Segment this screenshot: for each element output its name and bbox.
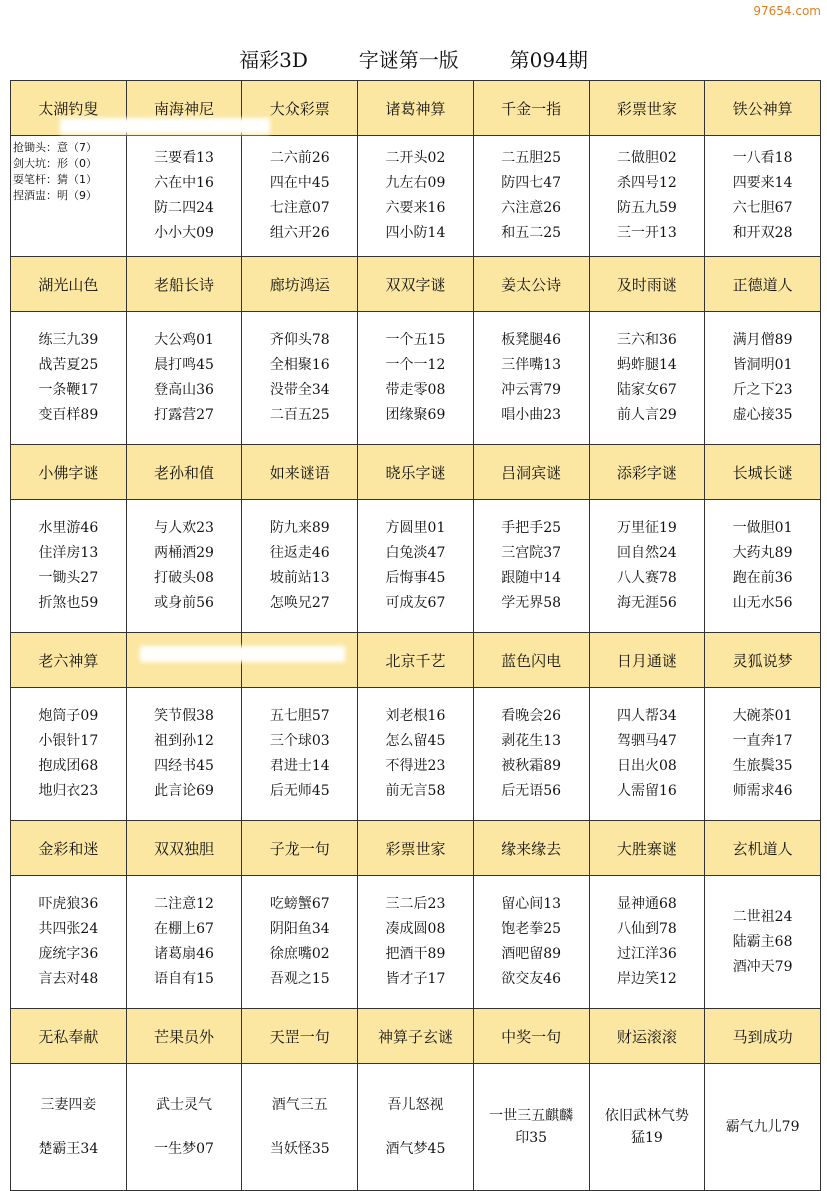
column-header: 千金一指: [473, 81, 589, 136]
header-row: [11, 821, 821, 876]
puzzle-line: 防九来89: [269, 520, 330, 536]
puzzle-line: 抱成团68: [38, 758, 99, 774]
puzzle-cell: [705, 312, 821, 445]
puzzle-line: 一锄头27: [38, 570, 99, 586]
puzzle-line: 庞统字36: [38, 946, 99, 962]
puzzle-line: 酒吧留89: [501, 946, 562, 962]
puzzle-line: 三妻四妾: [40, 1097, 97, 1113]
puzzle-line: 战苦夏25: [38, 357, 99, 373]
column-header: 正德道人: [705, 257, 821, 312]
column-header: 姜太公诗: [473, 257, 589, 312]
puzzle-line: 三二后23: [385, 896, 446, 912]
site-watermark: 97654.com: [753, 4, 821, 18]
column-header: 双双独胆: [126, 821, 242, 876]
column-header: 彩票世家: [358, 821, 474, 876]
puzzle-line: [127, 1116, 242, 1138]
puzzle-line: 言去对48: [38, 971, 99, 987]
puzzle-cell: [589, 500, 705, 633]
puzzle-line: 练三九39: [38, 332, 99, 348]
puzzle-line: 日出火08: [616, 758, 677, 774]
column-header: 蓝色闪电: [473, 633, 589, 688]
header-row: [11, 633, 821, 688]
column-header: 晓乐字谜: [358, 445, 474, 500]
puzzle-cell: [126, 876, 242, 1009]
puzzle-line: 皆才子17: [385, 971, 446, 987]
puzzle-line: 不得进23: [385, 758, 446, 774]
puzzle-line: 剥花生13: [501, 733, 562, 749]
column-header: 无私奉献: [11, 1009, 127, 1064]
puzzle-line: 后悔事45: [385, 570, 446, 586]
puzzle-cell: [242, 688, 358, 821]
puzzle-line: 抢锄头：意（7）: [13, 141, 97, 154]
puzzle-line: 斤之下23: [732, 382, 793, 398]
puzzle-line: 四小防14: [385, 225, 446, 241]
puzzle-line: 手把手25: [501, 520, 562, 536]
puzzle-line: 满月僧89: [732, 332, 793, 348]
puzzle-line: 虚心接35: [732, 407, 793, 423]
puzzle-line: 三六和36: [616, 332, 677, 348]
puzzle-line: 三要看13: [154, 150, 214, 166]
puzzle-line: 前人言29: [616, 407, 677, 423]
puzzle-line: 师需求46: [732, 783, 793, 799]
smudge-2: [140, 646, 345, 662]
puzzle-line: 把酒干89: [385, 946, 446, 962]
puzzle-line: 与人欢23: [154, 520, 214, 536]
puzzle-cell: [358, 312, 474, 445]
puzzle-line: 酒气梦45: [385, 1141, 446, 1157]
puzzle-line: 被秋霜89: [501, 758, 562, 774]
puzzle-line: 显神通68: [616, 896, 677, 912]
puzzle-line: 诸葛扇46: [154, 946, 214, 962]
puzzle-line: 大公鸡01: [154, 332, 214, 348]
puzzle-cell: [358, 136, 474, 257]
puzzle-line: 二注意12: [154, 896, 214, 912]
puzzle-line: 带走零08: [385, 382, 446, 398]
smudge-1: [60, 118, 270, 134]
puzzle-line: 祖到孙12: [154, 733, 214, 749]
column-header: 太湖钓叟: [11, 81, 127, 136]
puzzle-line: 一生梦07: [154, 1141, 214, 1157]
puzzle-cell: [589, 1064, 705, 1191]
puzzle-line: 酒气三五: [271, 1097, 328, 1113]
puzzle-cell: [126, 1064, 242, 1191]
puzzle-cell: [473, 1064, 589, 1191]
puzzle-cell: [358, 1064, 474, 1191]
puzzle-line: 六要来16: [385, 200, 446, 216]
puzzle-line: 吾儿怒视: [387, 1097, 444, 1113]
puzzle-line: 四经书45: [154, 758, 214, 774]
puzzle-line: 耍笔杆：猜（1）: [13, 173, 97, 186]
puzzle-line: 二六前26: [269, 150, 330, 166]
header-row: [11, 1009, 821, 1064]
puzzle-line: 七注意07: [269, 200, 330, 216]
puzzle-line: 一个一12: [385, 357, 446, 373]
puzzle-cell: [705, 688, 821, 821]
puzzle-line: 住洋房13: [38, 545, 99, 561]
puzzle-line: 三宫院37: [501, 545, 562, 561]
puzzle-line: 冲云霄79: [501, 382, 562, 398]
puzzle-cell: [705, 876, 821, 1009]
puzzle-cell: [358, 500, 474, 633]
puzzle-cell: [358, 876, 474, 1009]
puzzle-line: 一条鞭17: [38, 382, 99, 398]
column-header: 大胜寨谜: [589, 821, 705, 876]
puzzle-line: 小小大09: [154, 225, 214, 241]
puzzle-cell: [11, 136, 127, 257]
puzzle-cell: [242, 1064, 358, 1191]
puzzle-line: 打破头08: [154, 570, 214, 586]
puzzle-line: 猛19: [630, 1130, 663, 1146]
column-header: 添彩字谜: [589, 445, 705, 500]
column-header: 大众彩票: [242, 81, 358, 136]
puzzle-line: 人需留16: [616, 783, 677, 799]
puzzle-line: 山无水56: [732, 595, 793, 611]
content-row: [11, 500, 821, 633]
puzzle-line: 看晚会26: [501, 708, 562, 724]
puzzle-line: 小银针17: [38, 733, 99, 749]
column-header: 老孙和值: [126, 445, 242, 500]
puzzle-cell: [473, 136, 589, 257]
puzzle-cell: [589, 876, 705, 1009]
column-header: 老船长诗: [126, 257, 242, 312]
puzzle-line: 地归衣23: [38, 783, 99, 799]
puzzle-line: [358, 1116, 473, 1138]
puzzle-line: [11, 1116, 126, 1138]
puzzle-cell: [242, 500, 358, 633]
puzzle-line: 九左右09: [385, 175, 446, 191]
column-header: 北京千艺: [358, 633, 474, 688]
puzzle-line: 剑大坑：形（0）: [13, 157, 97, 170]
puzzle-line: 二五胆25: [501, 150, 562, 166]
puzzle-cell: [473, 876, 589, 1009]
column-header: 日月通谜: [589, 633, 705, 688]
content-row: [11, 312, 821, 445]
column-header: 神算子玄谜: [358, 1009, 474, 1064]
puzzle-line: 后无师45: [269, 783, 330, 799]
puzzle-line: 板凳腿46: [501, 332, 562, 348]
puzzle-line: 一做胆01: [732, 520, 793, 536]
puzzle-line: 印35: [515, 1130, 548, 1146]
puzzle-line: 齐仰头78: [269, 332, 330, 348]
puzzle-line: 大碗茶01: [732, 708, 793, 724]
puzzle-line: 登高山36: [154, 382, 214, 398]
puzzle-line: 往返走46: [269, 545, 330, 561]
puzzle-line: 一世三五麒麟: [489, 1108, 574, 1124]
column-header: 如来谜语: [242, 445, 358, 500]
puzzle-line: 岸边笑12: [616, 971, 677, 987]
column-header: 中奖一句: [473, 1009, 589, 1064]
column-header: 财运滚滚: [589, 1009, 705, 1064]
puzzle-line: 吓虎狼36: [38, 896, 99, 912]
puzzle-line: 大药丸89: [732, 545, 793, 561]
puzzle-line: 吃螃蟹67: [269, 896, 330, 912]
puzzle-line: 语自有15: [154, 971, 214, 987]
puzzle-line: 八仙到78: [616, 921, 677, 937]
column-header: 南海神尼: [126, 81, 242, 136]
puzzle-line: 留心间13: [501, 896, 562, 912]
puzzle-line: 跑在前36: [732, 570, 793, 586]
column-header: 小佛字谜: [11, 445, 127, 500]
header-row: [11, 257, 821, 312]
puzzle-line: 或身前56: [154, 595, 214, 611]
column-header: 缘来缘去: [473, 821, 589, 876]
puzzle-cell: [473, 312, 589, 445]
column-header: 吕洞宾谜: [473, 445, 589, 500]
puzzle-line: 一八看18: [732, 150, 793, 166]
puzzle-line: 霸气九儿79: [725, 1119, 800, 1135]
puzzle-cell: [473, 500, 589, 633]
column-header: 灵狐说梦: [705, 633, 821, 688]
puzzle-line: 六七胆67: [732, 200, 793, 216]
puzzle-cell: [242, 312, 358, 445]
puzzle-line: 此言论69: [154, 783, 214, 799]
column-header: 廊坊鸿运: [242, 257, 358, 312]
puzzle-line: 唱小曲23: [501, 407, 562, 423]
puzzle-line: 刘老根16: [385, 708, 446, 724]
content-row: [11, 688, 821, 821]
column-header: 及时雨谜: [589, 257, 705, 312]
puzzle-line: 防五九59: [616, 200, 677, 216]
puzzle-line: 组六开26: [269, 225, 330, 241]
puzzle-line: 防四七47: [501, 175, 562, 191]
puzzle-line: 万里征19: [616, 520, 677, 536]
puzzle-cell: [705, 1064, 821, 1191]
puzzle-table: [10, 80, 821, 1191]
puzzle-line: 依旧武林气势: [604, 1108, 689, 1124]
column-header: 天罡一句: [242, 1009, 358, 1064]
puzzle-line: 楚霸王34: [38, 1141, 99, 1157]
puzzle-line: 二世祖24: [732, 908, 793, 925]
puzzle-cell: [11, 1064, 127, 1191]
puzzle-line: 跟随中14: [501, 570, 562, 586]
puzzle-line: 捏酒盅：明（9）: [13, 189, 97, 202]
column-header: 金彩和迷: [11, 821, 127, 876]
puzzle-line: 回自然24: [616, 545, 677, 561]
puzzle-cell: [126, 136, 242, 257]
puzzle-line: 二百五25: [269, 407, 330, 423]
column-header: 诸葛神算: [358, 81, 474, 136]
puzzle-line: 四人帮34: [616, 708, 677, 724]
puzzle-line: 和开双28: [732, 225, 793, 241]
puzzle-line: 折煞也59: [38, 595, 99, 611]
puzzle-line: 一个五15: [385, 332, 446, 348]
puzzle-cell: [705, 500, 821, 633]
puzzle-line: 当妖怪35: [269, 1141, 330, 1157]
puzzle-cell: [358, 688, 474, 821]
puzzle-cell: [11, 312, 127, 445]
puzzle-cell: [126, 312, 242, 445]
puzzle-line: 生旅鬓35: [732, 758, 793, 774]
puzzle-line: 三一开13: [616, 225, 677, 241]
puzzle-cell: [242, 876, 358, 1009]
puzzle-line: 四在中45: [269, 175, 330, 191]
column-header: 老六神算: [11, 633, 127, 688]
puzzle-line: 吾观之15: [269, 971, 330, 987]
content-row: [11, 136, 821, 257]
puzzle-line: 二做胆02: [616, 150, 677, 166]
puzzle-cell: [473, 688, 589, 821]
puzzle-line: 三伴嘴13: [501, 357, 562, 373]
puzzle-line: 饱老拳25: [501, 921, 562, 937]
column-header: 玄机道人: [705, 821, 821, 876]
puzzle-line: 水里游46: [38, 520, 99, 536]
puzzle-line: 方圆里01: [385, 520, 446, 536]
puzzle-line: 学无界58: [501, 595, 562, 611]
puzzle-line: 杀四号12: [616, 175, 677, 191]
puzzle-cell: [11, 876, 127, 1009]
puzzle-cell: [126, 688, 242, 821]
puzzle-line: 五七胆57: [269, 708, 330, 724]
puzzle-line: 蚂蚱腿14: [616, 357, 677, 373]
puzzle-line: 陆霸主68: [732, 933, 793, 950]
puzzle-line: 二开头02: [385, 150, 446, 166]
puzzle-line: 六在中16: [154, 175, 214, 191]
column-header: 长城长谜: [705, 445, 821, 500]
puzzle-line: 六注意26: [501, 200, 562, 216]
puzzle-line: 皆洞明01: [732, 357, 793, 373]
puzzle-line: 全相聚16: [269, 357, 330, 373]
puzzle-line: 凑成圆08: [385, 921, 446, 937]
column-header: 湖光山色: [11, 257, 127, 312]
puzzle-line: 在棚上67: [154, 921, 214, 937]
puzzle-cell: [589, 136, 705, 257]
puzzle-cell: [11, 688, 127, 821]
puzzle-line: 武士灵气: [156, 1097, 213, 1113]
puzzle-line: 团缘聚69: [385, 407, 446, 423]
puzzle-line: 共四张24: [38, 921, 99, 937]
puzzle-line: 没带全34: [269, 382, 330, 398]
puzzle-cell: [11, 500, 127, 633]
puzzle-line: 徐庶嘴02: [269, 946, 330, 962]
puzzle-cell: [705, 136, 821, 257]
puzzle-line: 后无语56: [501, 783, 562, 799]
column-header: 铁公神算: [705, 81, 821, 136]
puzzle-cell: [589, 688, 705, 821]
column-header: 芒果员外: [126, 1009, 242, 1064]
puzzle-line: 阴阳鱼34: [269, 921, 330, 937]
puzzle-line: 酒冲天79: [732, 958, 793, 975]
puzzle-line: 怎么留45: [385, 733, 446, 749]
puzzle-line: 八人赛78: [616, 570, 677, 586]
puzzle-line: 海无涯56: [616, 595, 677, 611]
puzzle-line: 四要来14: [732, 175, 793, 191]
puzzle-line: 坡前站13: [269, 570, 330, 586]
column-header: 双双字谜: [358, 257, 474, 312]
puzzle-line: 一直奔17: [732, 733, 793, 749]
puzzle-line: 前无言58: [385, 783, 446, 799]
header-row: [11, 445, 821, 500]
puzzle-line: 过江洋36: [616, 946, 677, 962]
puzzle-line: 可成友67: [385, 595, 446, 611]
puzzle-line: 变百样89: [38, 407, 99, 423]
page-title: 福彩3D 字谜第一版 第094期: [239, 48, 588, 72]
puzzle-line: 打露营27: [154, 407, 214, 423]
puzzle-line: 炮筒子09: [38, 708, 99, 724]
puzzle-line: 和五二25: [501, 225, 562, 241]
puzzle-line: 驾驷马47: [616, 733, 677, 749]
content-row: [11, 876, 821, 1009]
puzzle-line: 怎唤兄27: [269, 595, 330, 611]
puzzle-line: 防二四24: [154, 200, 214, 216]
column-header: 马到成功: [705, 1009, 821, 1064]
puzzle-line: 陆家女67: [616, 382, 677, 398]
puzzle-line: 君进士14: [269, 758, 330, 774]
column-header: 子龙一句: [242, 821, 358, 876]
puzzle-cell: [589, 312, 705, 445]
puzzle-line: 白兔淡47: [385, 545, 446, 561]
puzzle-line: 三个球03: [269, 733, 330, 749]
content-row: [11, 1064, 821, 1191]
puzzle-cell: [242, 136, 358, 257]
puzzle-cell: [126, 500, 242, 633]
puzzle-line: 晨打鸣45: [154, 357, 214, 373]
column-header: 彩票世家: [589, 81, 705, 136]
puzzle-line: 两桶酒29: [154, 545, 214, 561]
puzzle-line: [242, 1116, 357, 1138]
puzzle-line: 欲交友46: [501, 971, 562, 987]
puzzle-line: 笑节假38: [154, 708, 214, 724]
